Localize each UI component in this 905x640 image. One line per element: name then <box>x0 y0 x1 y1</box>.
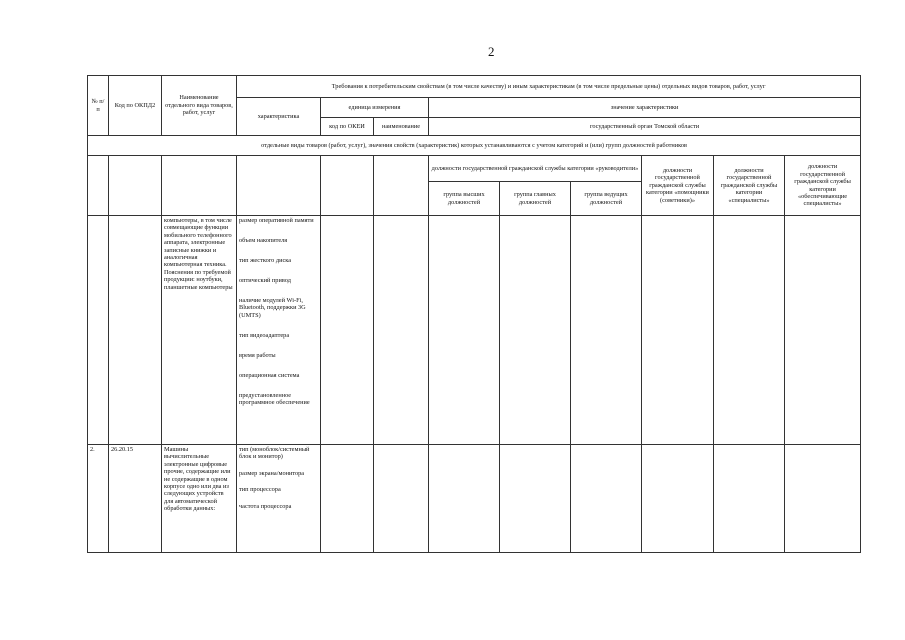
empty-cell <box>321 156 374 216</box>
characteristic-item: тип (моноблок/системный блок и монитор) <box>239 446 310 461</box>
table-row <box>88 216 861 445</box>
header-group-higher: группа высших должностей <box>429 182 500 216</box>
header-support-specialists: должности государственной гражданской службы категории «обеспечивающие специалисты» <box>785 156 861 216</box>
empty-cell <box>374 445 429 553</box>
characteristic-item: частота процессора <box>239 502 292 510</box>
characteristic-item: наличие модулей Wi-Fi, Bluetooth, поддержки 3G (UMTS) <box>239 297 306 319</box>
empty-cell <box>109 156 162 216</box>
row-num <box>88 216 109 445</box>
header-okpd-code: Код по ОКПД2 <box>109 76 162 136</box>
empty-cell <box>642 216 714 445</box>
characteristic-item: размер оперативной памяти <box>239 217 314 224</box>
header-unit-name: наименование <box>374 118 429 136</box>
header-managers: должности государственной гражданской службы категории «руководители» <box>429 156 642 182</box>
header-specialists: должности государственной гражданской службы категории «специалисты» <box>714 156 785 216</box>
characteristic-item: тип видеоадаптера <box>239 331 290 339</box>
row-okpd-code <box>109 216 162 445</box>
header-unit: единица измерения <box>321 98 429 118</box>
row-okpd-code: 26.20.15 <box>109 445 162 553</box>
empty-cell <box>642 445 714 553</box>
characteristic-item: тип процессора <box>239 486 281 494</box>
row-characteristics <box>237 445 321 553</box>
row-characteristics <box>237 216 321 445</box>
empty-cell <box>429 445 500 553</box>
empty-cell <box>321 216 374 445</box>
characteristic-item: операционная система <box>239 371 300 379</box>
empty-cell <box>162 156 237 216</box>
empty-cell <box>237 156 321 216</box>
row-num: 2. <box>88 445 109 553</box>
page-number: 2 <box>488 44 495 59</box>
header-group-main: группа главных должностей <box>500 182 571 216</box>
empty-cell <box>714 216 785 445</box>
empty-cell <box>374 156 429 216</box>
row-item-name: Машины вычислительные электронные цифровые прочие, содержащие или не содержащие в одном корпусе одно или два из следующих устройств для автоматической обработки данных: <box>162 445 237 553</box>
header-char-value: значение характеристики <box>429 98 861 118</box>
empty-cell <box>714 445 785 553</box>
empty-cell <box>374 216 429 445</box>
characteristic-item: размер экрана/монитора <box>239 469 305 477</box>
empty-cell <box>500 216 571 445</box>
empty-cell <box>429 216 500 445</box>
header-requirements: Требования к потребительским свойствам (в том числе качеству) и иным характеристикам (в том числе предельные цены) отдельных видов товаров, работ, услуг <box>237 76 861 98</box>
empty-cell <box>321 445 374 553</box>
characteristic-item: время работы <box>239 351 276 359</box>
empty-cell <box>500 445 571 553</box>
empty-cell <box>571 216 642 445</box>
header-characteristic: характеристика <box>237 98 321 136</box>
characteristic-item: тип жесткого диска <box>239 257 291 264</box>
characteristic-item: предустановленное программное обеспечение <box>239 391 310 407</box>
header-okei-code: код по ОКЕИ <box>321 118 374 136</box>
header-num: № п/п <box>88 76 109 136</box>
characteristic-item: оптический привод <box>239 277 291 284</box>
row-item-name: компьютеры, в том числе совмещающие функции мобильного телефонного аппарата, электронные записные книжки и аналогичная компьютерная техника. Пояснения по требуемой продукции: ноутбуки, планшетные компьютеры <box>162 216 237 445</box>
table-row <box>88 445 861 553</box>
header-authority: государственный орган Томской области <box>429 118 861 136</box>
header-advisors: должности государственной гражданской службы категории «помощники (советники)» <box>642 156 714 216</box>
empty-cell <box>571 445 642 553</box>
empty-cell <box>785 445 861 553</box>
characteristic-item: объем накопителя <box>239 237 288 244</box>
subheader-note: отдельные виды товаров (работ, услуг), значения свойств (характеристик) которых устанавливаются с учетом категорий и (или) групп должностей работников <box>88 136 861 156</box>
empty-cell <box>88 156 109 216</box>
requirements-table <box>87 75 861 553</box>
empty-cell <box>785 216 861 445</box>
header-item-name: Наименование отдельного вида товаров, работ, услуг <box>162 76 237 136</box>
header-group-leading: группа ведущих должностей <box>571 182 642 216</box>
